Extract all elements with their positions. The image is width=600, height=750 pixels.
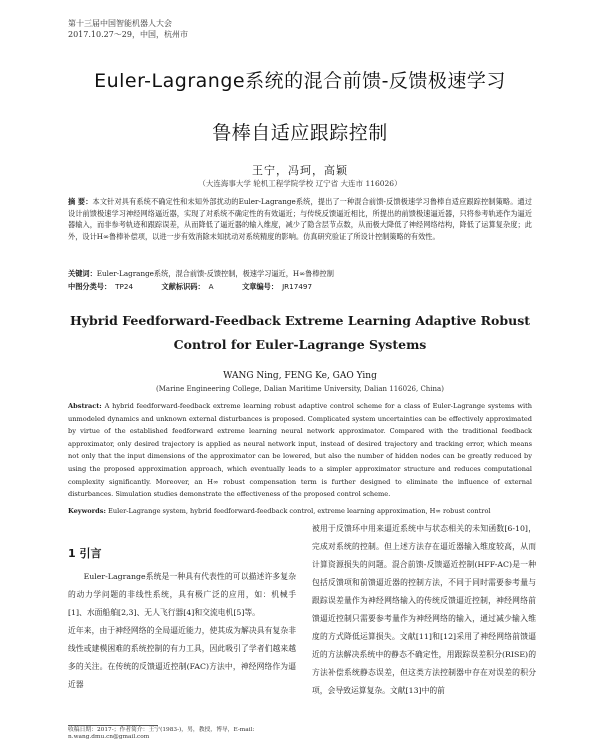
footnote-line2: n.wang.dmu.cn@gmail.com — [68, 734, 150, 740]
body-left-column: Euler-Lagrange系统是一种具有代表性的可以描述许多复杂的动力学问题的非线性系统，具有极广泛的应用，如：机械手[1]、水面船舶[2,3]、无人飞行器[4]和交流电机[5]等。 近年来，由于神经网络的全局逼近能力，使其成为解决具有复杂非线性或建模困难的系统控制的有力工具，因此吸引了学者们越来越多的关注。在传统的反馈逼近控制(FAC)方法中，神经网络作为逼近器 — [68, 572, 296, 689]
keywords-cn-text: Euler-Lagrange系统，混合前馈-反馈控制，极速学习逼近，H∞鲁棒控制 — [96, 269, 334, 278]
abstract-en-label: Abstract: — [68, 402, 102, 410]
title-cn-line2: 鲁棒自适应跟踪控制 — [212, 122, 388, 144]
classification-row — [68, 282, 338, 292]
article-number-label: 文章编号： — [242, 282, 279, 291]
footnote — [68, 727, 268, 741]
article-number-value: JR17497 — [282, 282, 313, 291]
affiliation-cn: （大连海事大学 轮机工程学院学校 辽宁省 大连市 116026） — [198, 179, 402, 188]
abstract-en — [68, 400, 532, 501]
title-en-line2: Control for Euler-Lagrange Systems — [173, 337, 427, 352]
title-cn-line1: Euler-Lagrange系统的混合前馈-反馈极速学习 — [94, 70, 506, 92]
section-heading: 1 引言 — [68, 547, 102, 560]
conference-name: 第十三届中国智能机器人大会 — [68, 19, 172, 28]
keywords-cn — [68, 268, 532, 280]
abstract-cn — [68, 196, 532, 242]
footnote-divider — [68, 725, 158, 726]
footnote-line1: 收稿日期：2017-；作者简介：王宁(1983-)，男，教授，博导，E-mail: — [68, 727, 255, 733]
authors-en: WANG Ning, FENG Ke, GAO Ying — [223, 371, 377, 381]
abstract-cn-label: 摘 要： — [68, 197, 93, 206]
clc-label: 中图分类号： — [68, 282, 112, 291]
body-right-column: 被用于反馈环中用来逼近系统中与状态相关的未知函数[6-10]，完成对系统的控制。但上述方法存在逼近器输入维度较高，从而计算资源损失的问题。混合前馈-反馈逼近控制(HFF-AC)是一种包括反馈项和前馈逼近器的控制方法，不同于同时需要参考量与跟踪误差量作为神经网络输入的传统反馈逼近控制，神经网络前馈逼近控制只需要参考量作为神经网络的输入，通过减少输入维度的方式降低运算损失。文献[11]和[12]采用了神经网络前馈逼近的方法解决系统中的静态不确定性，用跟踪误差积分(RISE)的方法补偿系统静态误差，但这类方法控制器中存在对误差的积分项，会导致运算复杂。文献[13]中的前 — [312, 524, 536, 695]
authors-cn: 王宁，冯珂，高颖 — [252, 164, 348, 177]
keywords-en-text: Euler-Lagrange system, hybrid feedforward-feedback control, extreme learning approximation, H∞ robust control — [108, 507, 491, 515]
keywords-en-label: Keywords: — [68, 507, 106, 515]
doc-code-value: A — [208, 282, 214, 291]
keywords-en — [68, 505, 532, 518]
doc-code-label: 文献标识码： — [161, 282, 205, 291]
clc-value: TP24 — [115, 282, 134, 291]
keywords-cn-label: 关键词： — [68, 269, 97, 278]
abstract-cn-text: 本文针对具有系统不确定性和未知外部扰动的Euler-Lagrange系统，提出了一种混合前馈-反馈极速学习鲁棒自适应跟踪控制策略。通过设计前馈极速学习神经网络逼近器，实现了对系统不确定性的有效逼近；与传统反馈逼近相比，所提出的前馈极速逼近器，只将参考轨迹作为逼近器输入，而非参考轨迹和跟踪误差，从而降低了逼近器的输入维度，减少了隐含层节点数，从而极大降低了神经网络结构，降低了运算复杂度；此外，设计H∞鲁棒补偿项，以进一步有效消除未知扰动对系统精度的影响。仿真研究验证了所设计控制策略的有效性。 — [68, 197, 532, 241]
abstract-en-text: A hybrid feedforward-feedback extreme learning robust adaptive control scheme for a class of Euler-Lagrange systems with unmodeled dynamics and unknown external disturbances is proposed. Complicated system uncertainties can be effectively approximated by virtue of the established feedforward extreme learning neural network approximator. Compared with the traditional feedback approximator, only desired trajectory is applied as neural network input, instead of desired trajectory and tracking error, which means not only that the input dimensions of the approximator can be lowered, but also the number of hidden nodes can be greatly reduced by using the proposed approximation approach, which eventually leads to a simpler approximator structure and reduces computational complexity significantly. Moreover, an H∞ robust compensation term is further designed to eliminate the influence of external disturbances. Simulation studies demonstrate the effectiveness of the proposed control scheme. — [68, 402, 532, 499]
conference-date: 2017.10.27～29，中国，杭州市 — [68, 30, 188, 39]
conference-header — [68, 18, 188, 40]
affiliation-en: (Marine Engineering College, Dalian Maritime University, Dalian 116026, China) — [156, 385, 444, 393]
title-en-line1: Hybrid Feedforward-Feedback Extreme Learning Adaptive Robust — [69, 313, 531, 328]
